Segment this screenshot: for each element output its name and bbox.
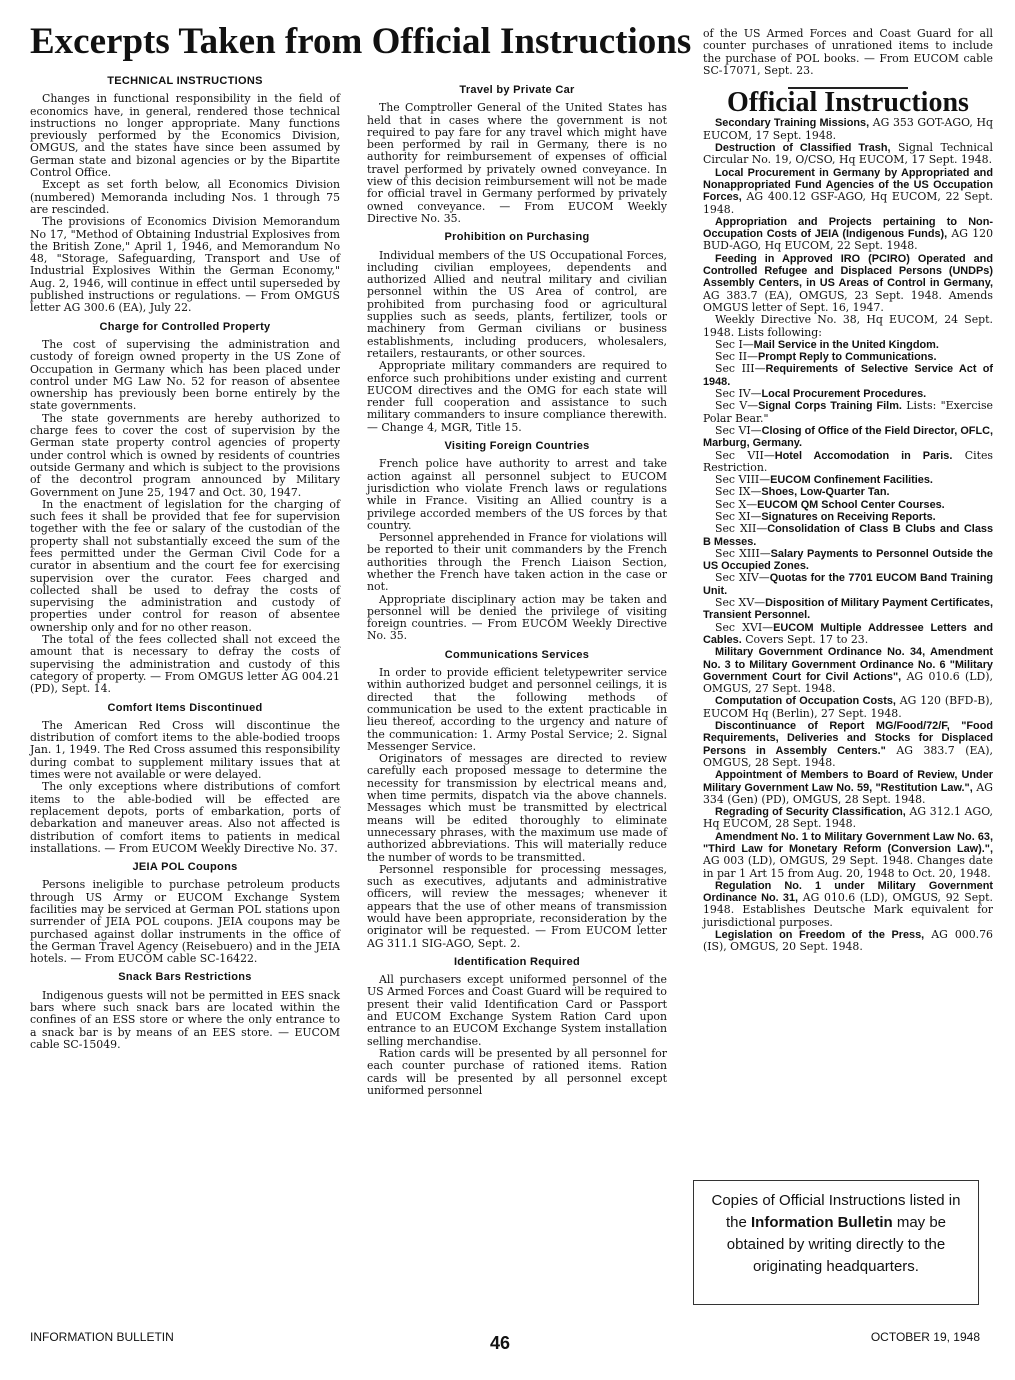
instruction-text: AG 120 BUD-AGO, Hq EUCOM, 22 Sept. 1948. [703, 227, 993, 253]
notice-text-post: may be obtained by writing directly to the originating headquarters. [726, 1214, 947, 1275]
section-heading: JEIA POL Coupons [132, 861, 238, 874]
instruction-text: AG 003 (LD), OMGUS, 29 Sept. 1948. Changes date in par 1 Art 15 from Aug. 20, 1948 to Oct. 20, 1948. [703, 854, 993, 880]
footer-page-number: 46 [490, 1333, 511, 1353]
paragraph: The only exceptions where distributions of comfort items to the able-bodied will be effected are replacement depots, ports of embarkation, ports of debarkation and maneuver areas. Also not affected is distribution of comfort items to patients in medical installations. — From EUCOM Weekly Directive No. 37. [30, 780, 340, 855]
instruction-text: Sec I— [715, 337, 754, 351]
instruction-bold: Legislation on Freedom of the Press, [715, 929, 925, 942]
column-middle [367, 78, 667, 1097]
instruction-item [703, 597, 993, 622]
paragraph: Persons ineligible to purchase petroleum products through US Army or EUCOM Exchange System facilities may be serviced at German POL stations upon surrender of JEIA POL coupons. JEIA coupons may be purchased against dollar instruments in the office of the German Travel Agency (Reisebuero) and in the JEIA hotels. — From EUCOM cable SC-16422. [30, 878, 340, 966]
paragraph: In order to provide efficient teletypewriter service within authorized budget and personnel ceilings, it is directed that the following methods of communication be used to the extent practicable in lieu thereof, according to the urgency and nature of the communication: 1. Army Postal Service; 2. Signal Messenger Service. [367, 666, 667, 753]
instruction-item [703, 167, 993, 216]
page-title: Excerpts Taken from Official Instructions [30, 21, 692, 62]
instruction-bold: Appropriation and Projects pertaining to Non-Occupation Costs of JEIA (Indigenous Funds), [703, 215, 993, 241]
instruction-text: Sec IX— [715, 485, 762, 499]
instruction-text: Sec VIII— [715, 473, 771, 487]
instruction-bold: Destruction of Classified Trash, [715, 142, 891, 155]
instruction-b2: Salary Payments to Personnel Outside the US Occupied Zones. [703, 547, 993, 573]
instruction-text: Sec XIII— [715, 546, 771, 560]
column-left [30, 75, 340, 1051]
section-heading: Travel by Private Car [459, 84, 575, 96]
instruction-item [703, 929, 993, 954]
paragraph: Originators of messages are directed to review carefully each proposed message to determine the necessity for transmission by electrical means and, when time permits, dispatch via the above channels. Messages which must be transmitted by electrical means will be edited thoroughly to eliminate unnecessary phrases, with the maximum use made of authorized abbreviations. This will materially reduce the number of words to be transmitted. [367, 752, 667, 864]
instruction-item [703, 622, 993, 647]
instruction-b2: Mail Service in the United Kingdom. [753, 338, 939, 351]
paragraph: The Comptroller General of the United States has held that in cases where the government is not required to pay fare for any travel which might have been performed by rail in Germany, there is no authority for reimbursement of expenses of official travel performed by privately owned conveyance. In view of this decision reimbursement will not be made for official travel in Germany performed by privately owned conveyance. — From EUCOM Weekly Directive No. 35. [367, 101, 667, 225]
instruction-text: AG 010.6 (LD), OMGUS, 27 Sept. 1948. [703, 669, 993, 696]
instruction-b2: EUCOM Confinement Facilities. [770, 474, 933, 487]
instruction-b2: Shoes, Low-Quarter Tan. [761, 486, 890, 499]
instruction-text: AG 312.1 AGO, Hq EUCOM, 28 Sept. 1948. [703, 805, 993, 831]
instruction-bold: Regrading of Security Classification, [715, 806, 906, 819]
instruction-t2: Lists: "Exercise Polar Bear." [703, 399, 993, 425]
instruction-text: AG 400.12 GSF-AGO, Hq EUCOM, 22 Sept. 1948. [703, 190, 993, 216]
paragraph: The cost of supervising the administration and custody of foreign owned property in the US Zone of Occupation in Germany which has been placed under control under MG Law No. 52 for reason of absentee ownership has previously been borne entirely by the state governments. [30, 337, 340, 413]
instruction-bold: Local Procurement in Germany by Appropriated and Nonappropriated Fund Agencies of the US Occupation Forces, [703, 166, 993, 204]
instruction-bold: Regulation No. 1 under Military Government Ordinance No. 31, [703, 879, 993, 905]
instruction-text: Sec XV— [715, 596, 766, 610]
column-right [703, 28, 993, 954]
instruction-text: Sec XVI— [715, 620, 774, 634]
instruction-b2: Signal Corps Training Film. [758, 400, 902, 413]
instruction-item [703, 880, 993, 929]
instruction-text: Sec XII— [715, 522, 768, 536]
instruction-item [703, 142, 993, 167]
section-heading: Visiting Foreign Countries [444, 440, 590, 453]
instruction-b2: Signatures on Receiving Reports. [761, 510, 936, 523]
instruction-item [703, 548, 993, 573]
official-instructions-list [703, 117, 993, 953]
instruction-text: AG 383.7 (EA), OMGUS, 23 Sept. 1948. Amends OMGUS letter of Sept. 16, 1947. [703, 288, 993, 314]
paragraph: The provisions of Economics Division Memorandum No 17, "Method of Obtaining Industrial Explosives from the British Zone," April 1, 1946, and Memorandum No 48, "Storage, Safeguarding, Transport and Use of Industrial Explosives Within the German Economy," Aug. 2, 1946, will continue in effect until superseded by published instructions or regulations. — From OMGUS letter AG 300.6 (EA), July 22. [30, 215, 340, 315]
instruction-item [703, 425, 993, 450]
instruction-text: Sec IV— [715, 387, 762, 401]
instruction-t2: Covers Sept. 17 to 23. [741, 632, 869, 646]
paragraph: French police have authority to arrest and take action against all personnel subject to EUCOM jurisdiction who violate French laws or regulations while in France. Visiting an Allied country is a privilege accorded members of the US forces by that country. [367, 457, 667, 532]
paragraph: Individual members of the US Occupational Forces, including civilian employees, dependents and authorized Allied and neutral military and civilian personnel within the US Area of control, are prohibited from purchasing food or agricultural supplies such as seeds, plants, fertilizer, tools or machinery from German civilians or business establishments, including producers, wholesalers, retailers, restaurants, or other sources. [367, 248, 667, 360]
instruction-text: Sec II— [715, 350, 758, 364]
instruction-text: AG 353 GOT-AGO, Hq EUCOM, 17 Sept. 1948. [703, 116, 993, 142]
instruction-bold: Amendment No. 1 to Military Government Law No. 63, "Third Law for Monetary Reform (Conversion Law).", [703, 830, 993, 855]
instruction-item [703, 720, 993, 769]
instruction-b2: EUCOM QM School Center Courses. [757, 498, 945, 511]
paragraph: In the enactment of legislation for the charging of such fees it shall be provided that fee for supervision together with the fee or salary of the custodian of the property shall not substantially exceed the sum of the fees permitted under the German Civil Code for a curator in absentium and the court fee for exercising supervision over the curator. Fees charged and collected shall be used to defray the costs of supervising the administration and custody of properties under control for reason of absentee ownership only and for no other reason. [30, 497, 340, 634]
section-heading: Snack Bars Restrictions [118, 971, 252, 984]
instruction-text: Sec VII— [715, 448, 775, 462]
instruction-item [703, 253, 993, 314]
instruction-text: AG 010.6 (LD), OMGUS, 92 Sept. 1948. Establishes Deutsche Mark equivalent for jurisdictional purposes. [703, 891, 993, 929]
paragraph: Ration cards will be presented by all personnel for each counter purchase of rationed items. Ration cards will be presented by all personnel except uniformed personnel [367, 1046, 667, 1097]
instruction-b2: Consolidation of Class B Clubs and Class B Messes. [703, 523, 994, 548]
instruction-item [703, 831, 993, 880]
paragraph: The American Red Cross will discontinue the distribution of comfort items to the able-bodied troops Jan. 1, 1949. The Red Cross assumed this responsibility during combat to supplement military issues that at times were not available or were delayed. [30, 718, 340, 782]
instruction-bold: Computation of Occupation Costs, [715, 695, 896, 708]
instruction-text: AG 120 (BFD-B), EUCOM Hq (Berlin), 27 Sept. 1948. [703, 694, 993, 720]
notice-text-pre: Copies of Official Instructions listed in the [711, 1192, 961, 1231]
instruction-item [703, 806, 993, 831]
instruction-bold: Discontinuance of Report MG/Food/72/F, "Food Requirements, Deliveries and Stocks for Displaced Persons in Assembly Centers." [703, 720, 993, 757]
notice-box [693, 1180, 979, 1305]
instruction-item [703, 523, 993, 548]
instruction-b2: Closing of Office of the Field Director, OFLC, Marburg, Germany. [703, 424, 993, 450]
official-instructions-title: Official Instructions [727, 87, 969, 119]
instruction-bold: Military Government Ordinance No. 34, Amendment No. 3 to Military Government Ordinance No. 6 "Military Government Court for Civil Actions", [703, 646, 993, 683]
section-heading: Communications Services [444, 648, 590, 661]
instruction-text: Sec III— [715, 362, 766, 376]
instruction-item [703, 117, 993, 142]
instruction-bold: Secondary Training Missions, [715, 117, 870, 130]
instruction-text: Signal Technical Circular No. 19, O/CSO, Hq EUCOM, 17 Sept. 1948. [703, 141, 993, 167]
instruction-b2: Prompt Reply to Communications. [757, 351, 937, 364]
paragraph: Appropriate disciplinary action may be taken and personnel will be denied the privilege of visiting foreign countries. — From EUCOM Weekly Directive No. 35. [367, 592, 667, 643]
instruction-text: AG 334 (Gen) (PD), OMGUS, 28 Sept. 1948. [703, 780, 993, 806]
paragraph: The total of the fees collected shall not exceed the amount that is necessary to defray the costs of supervising the administration and custody of this category of property. — From OMGUS letter AG 004.21 (PD), Sept. 14. [30, 633, 340, 696]
instruction-item [703, 400, 993, 425]
instruction-b2: Quotas for the 7701 EUCOM Band Training Unit. [703, 572, 993, 597]
section-heading: Identification Required [453, 955, 581, 968]
instruction-item [703, 769, 993, 806]
paragraph: The state governments are hereby authorized to charge fees to cover the cost of supervision by the German state property control agencies of property under control which is owned by residents of countries outside Germany and which is subject to the provisions of the decontrol program announced by Military Government on June 25, 1947 and Oct. 30, 1947. [30, 411, 340, 499]
instruction-b2: Local Procurement Procedures. [761, 388, 927, 401]
instruction-item [703, 450, 993, 475]
paragraph: All purchasers except uniformed personnel of the US Armed Forces and Coast Guard will be required to present their valid Identification Card or Passport and EUCOM Exchange System Ration Card upon entrance to an EUCOM Exchange System installation selling merchandise. [367, 973, 667, 1048]
paragraph: Indigenous guests will not be permitted in EES snack bars where such snack bars are located within the confines of an ESS store or where the only entrance to a snack bar is by means of an EES store. — EUCOM cable SC-15049. [30, 988, 340, 1051]
instruction-item [703, 646, 993, 695]
instruction-text: AG 383.7 (EA), OMGUS, 28 Sept. 1948. [703, 743, 993, 769]
instruction-t2: Cites Restriction. [703, 448, 993, 474]
instruction-item [703, 314, 993, 339]
instruction-item [703, 572, 993, 597]
paragraph: Personnel apprehended in France for violations will be reported to their unit commanders by the French authorities through the French Liaison Section, whether the French have taken action in the case or not. [367, 531, 667, 594]
instruction-item [703, 695, 993, 720]
instruction-text: Sec XI— [715, 509, 762, 523]
section-heading: Charge for Controlled Property [99, 320, 271, 333]
section-heading: Prohibition on Purchasing [444, 231, 590, 244]
paragraph: Appropriate military commanders are required to enforce such prohibitions under existing and current EUCOM directives and the OMG for each state will render full cooperation and assistance to such military commanders to insure compliance therewith. — Change 4, MGR, Title 15. [367, 359, 667, 434]
notice-text-bold: Information Bulletin [751, 1214, 893, 1231]
instruction-text: Sec X— [715, 497, 758, 511]
instruction-b2: Requirements of Selective Service Act of 1948. [703, 363, 994, 388]
instruction-item [703, 216, 993, 253]
instruction-b2: Disposition of Military Payment Certificates, Transient Personnel. [703, 597, 993, 622]
instruction-b2: Hotel Accomodation in Paris. [774, 449, 953, 462]
instruction-bold: Feeding in Approved IRO (PCIRO) Operated and Controlled Refugee and Displaced Persons (UNDPs) Assembly Centers, in US Areas of Control in Germany, [703, 252, 993, 290]
instruction-text: Sec XIV— [715, 571, 770, 585]
instruction-text: Sec V— [715, 399, 759, 413]
instruction-bold: Appointment of Members to Board of Review, Under Military Government Law No. 59, "Restitution Law.", [703, 769, 993, 794]
paragraph: Except as set forth below, all Economics Division (numbered) Memoranda including Nos. 1 through 75 are rescinded. [30, 178, 340, 216]
instruction-item [703, 363, 993, 388]
instruction-b2: EUCOM Multiple Addressee Letters and Cables. [703, 621, 993, 646]
instruction-text: Sec VI— [715, 423, 762, 437]
footer-date: OCTOBER 19, 1948 [870, 1330, 980, 1344]
continued-paragraph: of the US Armed Forces and Coast Guard for all counter purchases of unrationed items to include the purchase of POL books. — From EUCOM cable SC-17071, Sept. 23. [703, 27, 993, 77]
section-heading: TECHNICAL INSTRUCTIONS [107, 75, 263, 87]
footer-publication: INFORMATION BULLETIN [30, 1330, 174, 1344]
paragraph: Personnel responsible for processing messages, such as executives, adjutants and administrative officers, will review the messages; whenever it appears that the use of other means of transmission would have been appropriate, reconsideration by the originator will be requested. — From EUCOM letter AG 311.1 SIG-AGO, Sept. 2. [367, 862, 667, 950]
paragraph: Changes in functional responsibility in the field of economics have, in general, rendered those technical instructions no longer appropriate. Many functions previously performed by the Economics Division, OMGUS, and the states have since been assumed by German state and bizonal agencies or by the Bipartite Control Office. [30, 92, 340, 180]
instruction-text: AG 000.76 (IS), OMGUS, 20 Sept. 1948. [703, 928, 993, 954]
instruction-text: Weekly Directive No. 38, Hq EUCOM, 24 Sept. 1948. Lists following: [703, 313, 993, 339]
section-heading: Comfort Items Discontinued [107, 701, 263, 714]
